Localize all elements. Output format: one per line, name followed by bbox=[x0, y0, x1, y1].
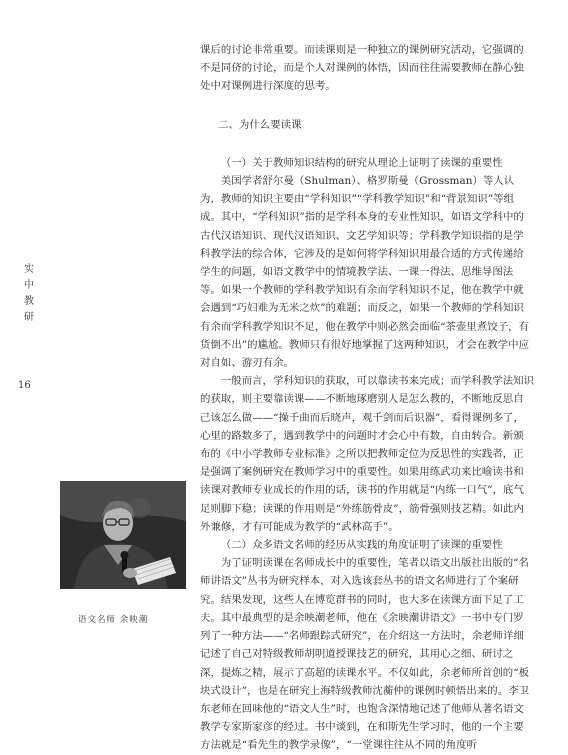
body-text bbox=[200, 41, 534, 755]
subsection-heading: （一）关于教师知识结构的研究从理论上证明了读课的重要性 bbox=[220, 156, 503, 169]
paragraph: 为了证明读课在名师成长中的重要性，笔者以语文出版社出版的“名师讲语文”丛书为研究样本，对入选该套丛书的语文名师进行了个案研究。结果发现，这些人在博览群书的同时，也大多在读课方面下足了工夫。其中最典型的是余映潮老师，他在《余映潮讲语文》一书中专门罗列了一种方法——“名师跟踪式研究”，在介绍这一方法时，余老师详细记述了自己对特级教师胡明道授课技艺的研究，其用心之细、研讨之深，提炼之精，展示了高超的读课水平。不仅如此，余老师所首创的“板块式设计”，也是在研究上海特级教师沈蘅仲的课例时顿悟出来的。李卫东老师在回味他的“语文人生”时，也饱含深情地记述了他师从著名语文教学专家斯家彦的经过。书中谈到，在和斯先生学习时，他的一个主要方法就是“看先生的教学录像”，“一堂课往往从不同的角度听 bbox=[200, 557, 530, 752]
subsection-heading: （二）众多语文名师的经历从实践的角度证明了读课的重要性 bbox=[220, 539, 503, 552]
running-head-char: 研 bbox=[24, 312, 34, 323]
photo-caption: 语文名师 余映潮 bbox=[78, 615, 149, 625]
section-heading: 二、为什么要读课 bbox=[218, 118, 302, 131]
portrait-illustration bbox=[60, 481, 186, 589]
paragraph: 课后的讨论非常重要。而读课则是一种独立的课例研究活动，它强调的不是同侪的讨论，而是个人对课例的体悟，因而往往需要教师在静心独处中对课例进行深度的思考。 bbox=[200, 44, 524, 93]
running-head-char: 中 bbox=[24, 280, 34, 291]
paragraph: 美国学者舒尔曼（Shulman）、格罗斯曼（Grossman）等人认为，教师的知识主要由“学科知识”“学科教学知识”和“背景知识”等组成。其中，“学科知识”指的是学科本身的专业性知识，如语文学科中的古代汉语知识、现代汉语知识、文艺学知识等；学科教学知识指的是学科教学法的综合体，它涉及的是如何将学科知识用最合适的方式传递给学生的问题，如语文教学中的情境教学法、一课一得法、思维导图法等。如果一个教师的学科教学知识有余而学科知识不足，他在教学中就会遇到“巧妇难为无米之炊”的难题；而反之，如果一个教师的学科知识有余而学科教学知识不足，他在教学中则必然会面临“茶壶里煮饺子，有货倒不出”的尴尬。教师只有很好地掌握了这两种知识，才会在教学中应对自如、游刃有余。 bbox=[200, 175, 530, 370]
paragraph: 一般而言，学科知识的获取，可以靠读书来完成；而学科教学法知识的获取，则主要靠读课——不断地琢磨别人是怎么教的，不断地反思自己该怎么做——“操千曲而后晓声，观千剑而后识器”，看得课例多了，心里的路数多了，遇到教学中的问题时才会心中有数，自由转合。新颁布的《中小学教师专业标准》之所以把教师定位为反思性的实践者，正是强调了案例研究在教师学习中的重要性。如果用练武功来比喻读书和读课对教师专业成长的作用的话，读书的作用就是“内练一口气”，底气足则脚下稳；读课的作用则是“外练筋骨皮”，筋骨强则技艺精。如此内外兼修，才有可能成为教学的“武林高手”。 bbox=[200, 375, 535, 533]
page-number: 16 bbox=[18, 380, 31, 391]
running-head-char: 实 bbox=[24, 264, 34, 275]
portrait-photo bbox=[60, 481, 186, 589]
running-head-char: 教 bbox=[24, 296, 34, 307]
running-head-vertical bbox=[22, 262, 36, 326]
